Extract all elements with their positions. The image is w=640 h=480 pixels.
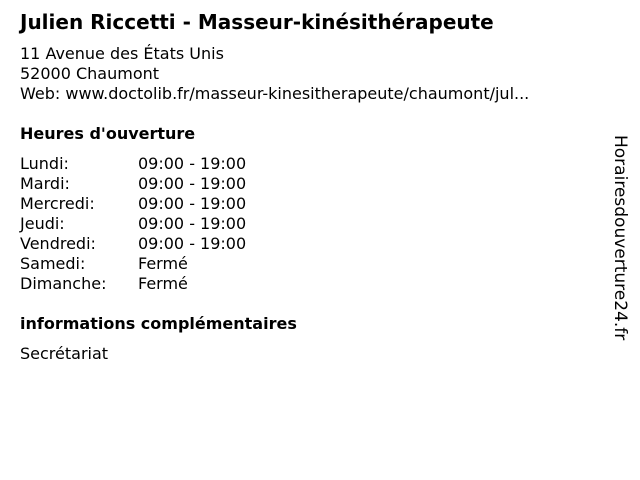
hours-row-monday [20, 154, 320, 174]
opening-hours-table [20, 154, 320, 294]
time-value: Fermé [138, 274, 188, 293]
page-title: Julien Riccetti - Masseur-kinésithérapeute [20, 10, 494, 34]
time-value: 09:00 - 19:00 [138, 214, 247, 233]
hours-row-tuesday [20, 174, 320, 194]
hours-row-saturday [20, 254, 320, 274]
time-value: 09:00 - 19:00 [138, 174, 247, 193]
day-label: Samedi: [20, 254, 86, 273]
time-value: 09:00 - 19:00 [138, 154, 247, 173]
street-address: 11 Avenue des États Unis [20, 44, 224, 63]
day-label: Dimanche: [20, 274, 107, 293]
city-address: 52000 Chaumont [20, 64, 160, 83]
site-watermark [608, 135, 632, 345]
day-label: Vendredi: [20, 234, 96, 253]
address-block [20, 44, 529, 104]
day-label: Lundi: [20, 154, 69, 173]
watermark-text: Horairesdouverture24.fr [610, 135, 630, 341]
day-label: Mardi: [20, 174, 70, 193]
hours-row-friday [20, 234, 320, 254]
time-value: 09:00 - 19:00 [138, 194, 247, 213]
hours-row-thursday [20, 214, 320, 234]
opening-hours-heading: Heures d'ouverture [20, 124, 196, 143]
hours-row-wednesday [20, 194, 320, 214]
additional-info-heading: informations complémentaires [20, 314, 297, 333]
day-label: Jeudi: [20, 214, 65, 233]
time-value: Fermé [138, 254, 188, 273]
additional-info-text: Secrétariat [20, 344, 109, 363]
time-value: 09:00 - 19:00 [138, 234, 247, 253]
website-link[interactable]: Web: www.doctolib.fr/masseur-kinesitherapeute/chaumont/jul... [20, 84, 530, 103]
hours-row-sunday [20, 274, 320, 294]
day-label: Mercredi: [20, 194, 95, 213]
